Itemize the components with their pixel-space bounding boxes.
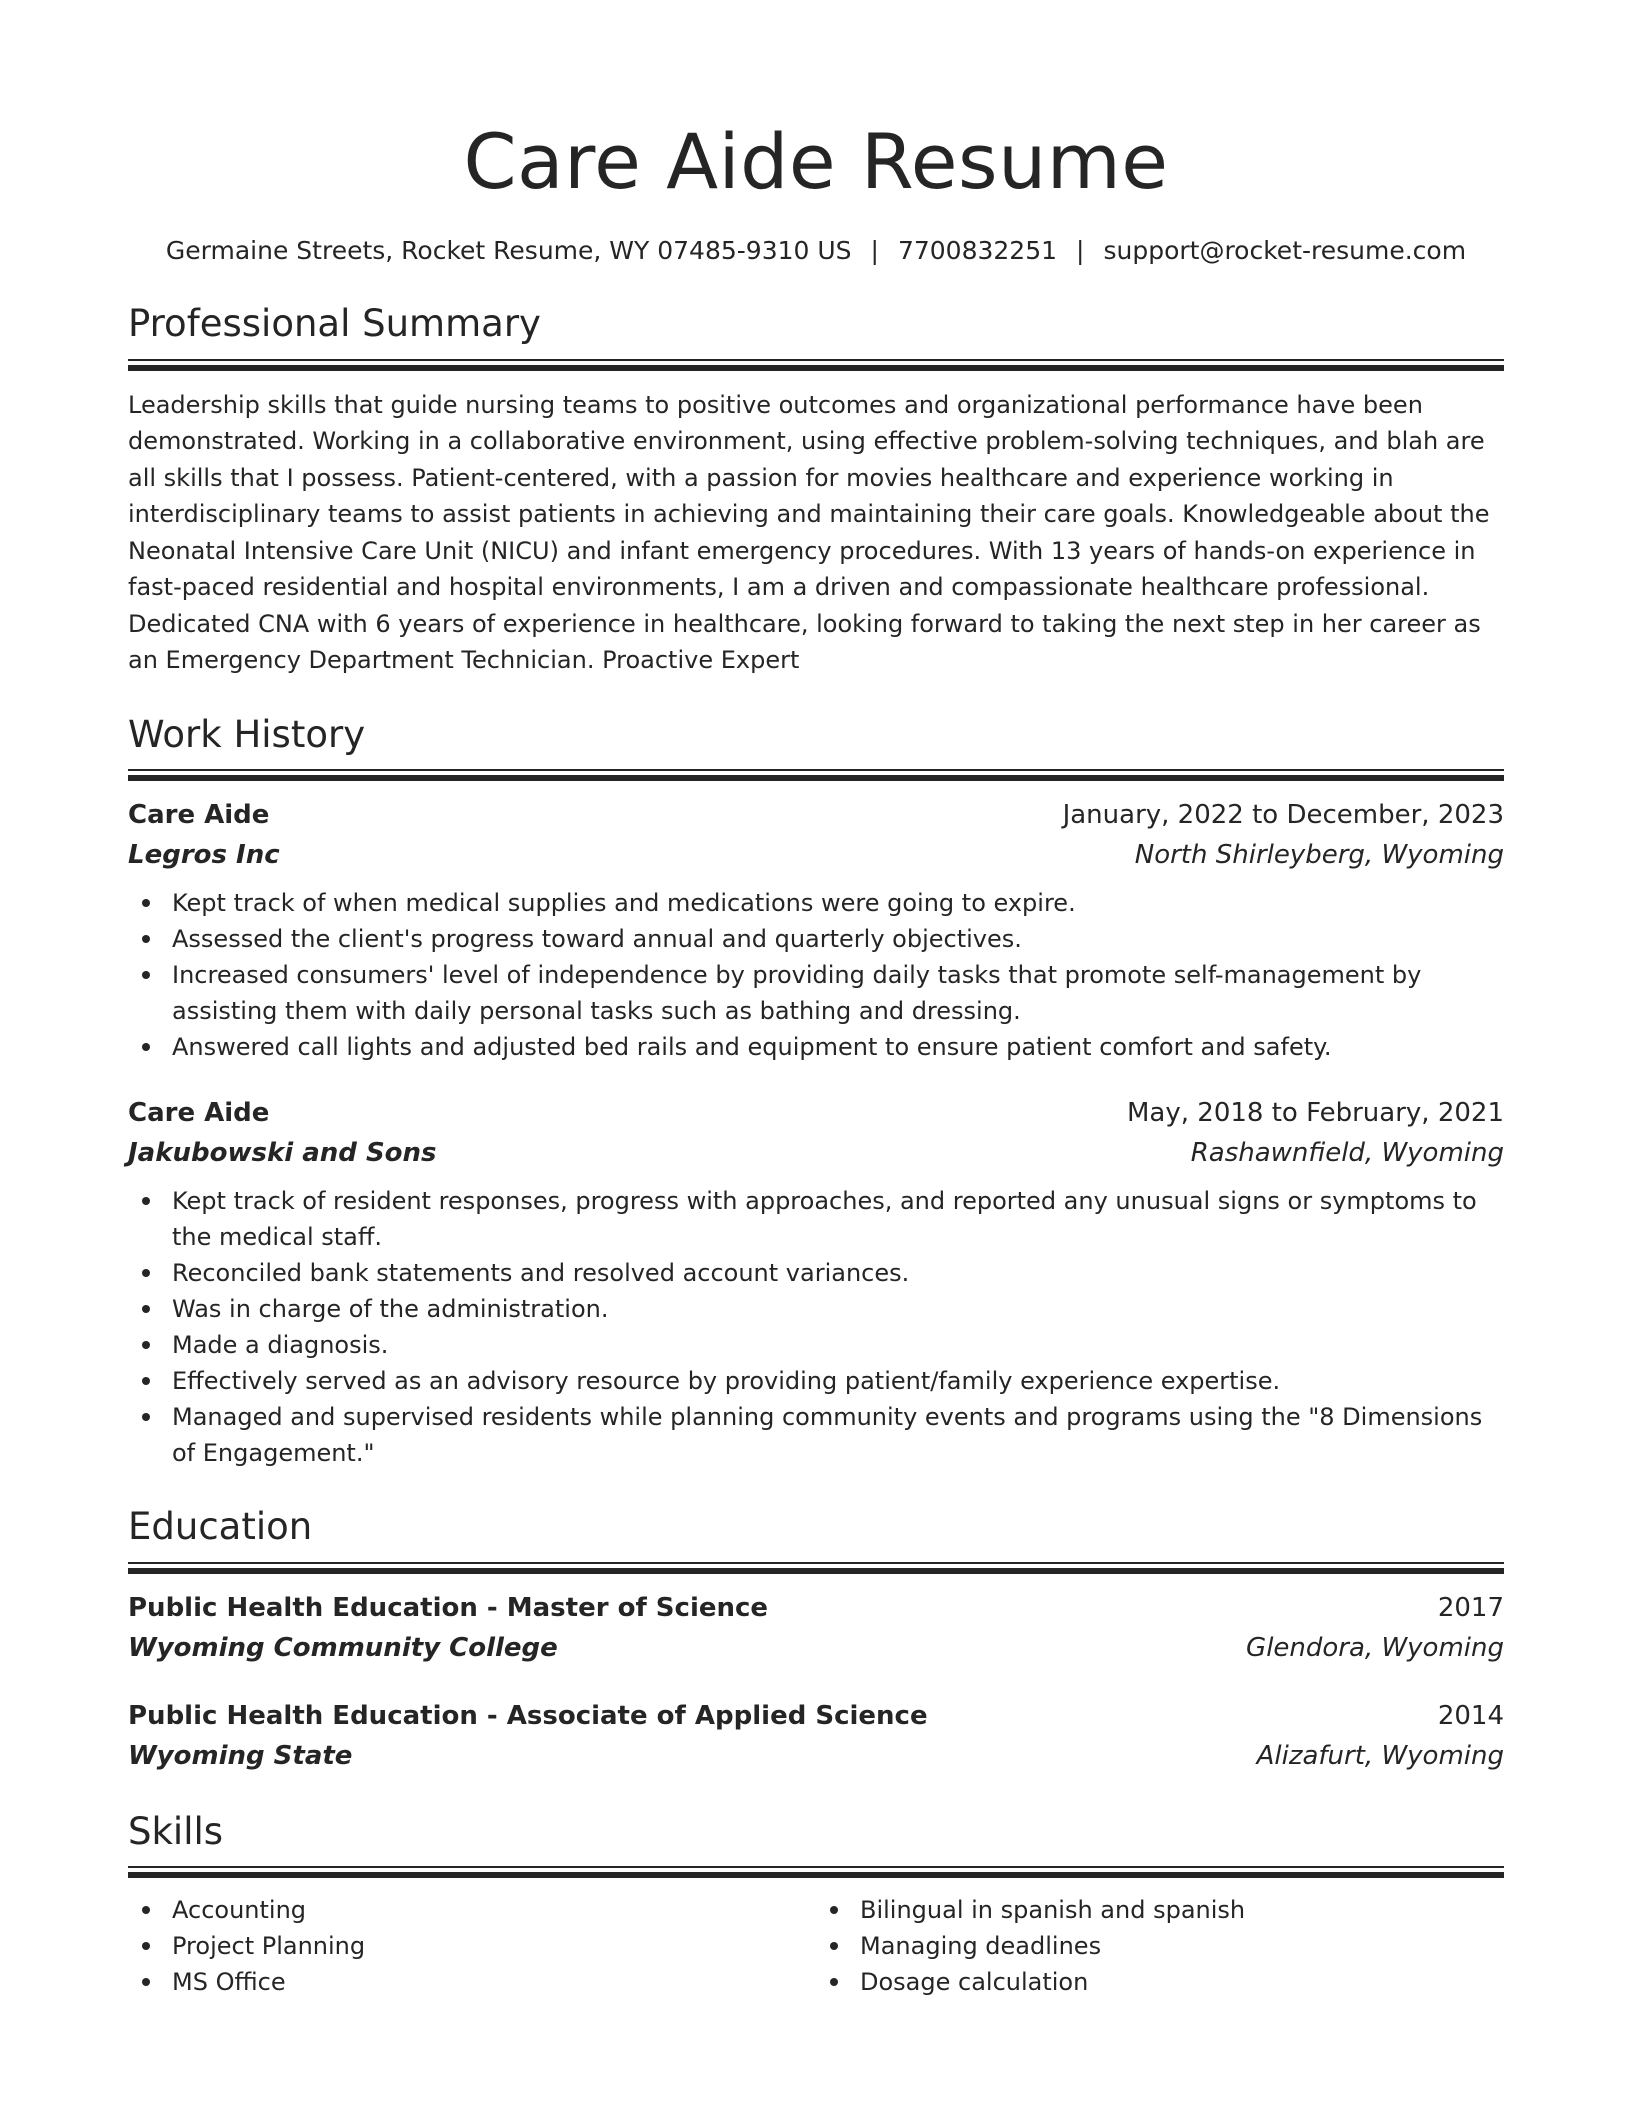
skill-item	[128, 1964, 816, 2000]
bullet-icon	[830, 1906, 838, 1914]
list-item	[128, 885, 1504, 921]
list-item	[128, 957, 1504, 1029]
education-entry	[128, 1588, 1504, 1668]
work-history-section	[128, 713, 1504, 1471]
bullet-text: Was in charge of the administration.	[172, 1295, 609, 1324]
skill-item	[816, 1928, 1504, 1964]
section-heading-education: Education	[128, 1505, 313, 1549]
resume-title: Care Aide Resume	[463, 117, 1169, 206]
contact-phone: 7700832251	[897, 236, 1058, 266]
bullet-icon	[142, 935, 150, 943]
bullet-text: Managed and supervised residents while planning community events and programs using the "8 Dimensions of Engagement."	[172, 1403, 1483, 1468]
section-divider	[128, 769, 1504, 781]
skills-section	[128, 1810, 1504, 2000]
bullet-icon	[142, 1413, 150, 1421]
school-location: Alizafurt, Wyoming	[1256, 1740, 1504, 1771]
list-item	[128, 1029, 1504, 1065]
skill-text: Dosage calculation	[860, 1967, 1089, 1996]
school-location: Glendora, Wyoming	[1246, 1632, 1504, 1663]
skills-list	[816, 1892, 1504, 2000]
bullet-text: Kept track of when medical supplies and medications were going to expire.	[172, 889, 1076, 918]
bullet-icon	[142, 1197, 150, 1205]
degree-title: Public Health Education - Master of Science	[128, 1592, 769, 1623]
skill-text: Bilingual in spanish and spanish	[860, 1895, 1246, 1924]
list-item	[128, 1327, 1504, 1363]
job-entry	[128, 1093, 1504, 1471]
contact-line	[128, 233, 1504, 268]
job-title: Care Aide	[128, 800, 270, 831]
skill-text: Managing deadlines	[860, 1931, 1102, 1960]
graduation-year: 2017	[1437, 1592, 1504, 1623]
bullet-text: Assessed the client's progress toward annual and quarterly objectives.	[172, 925, 1022, 954]
job-location: Rashawnfield, Wyoming	[1190, 1138, 1504, 1169]
job-dates: May, 2018 to February, 2021	[1127, 1098, 1504, 1129]
skill-text: Accounting	[172, 1895, 307, 1924]
skills-grid	[128, 1892, 1504, 2000]
list-item	[128, 921, 1504, 957]
graduation-year: 2014	[1437, 1700, 1504, 1731]
bullet-icon	[830, 1978, 838, 1986]
contact-separator: |	[870, 236, 879, 266]
bullet-icon	[142, 1341, 150, 1349]
job-bullets	[128, 1183, 1504, 1471]
bullet-icon	[142, 1978, 150, 1986]
bullet-icon	[142, 899, 150, 907]
bullet-text: Answered call lights and adjusted bed rails and equipment to ensure patient comfort and safety.	[172, 1033, 1332, 1062]
section-divider	[128, 1866, 1504, 1878]
bullet-icon	[142, 1305, 150, 1313]
job-company: Jakubowski and Sons	[128, 1138, 437, 1169]
bullet-icon	[142, 1942, 150, 1950]
skill-item	[816, 1892, 1504, 1928]
section-divider	[128, 359, 1504, 371]
skill-item	[128, 1928, 816, 1964]
skill-text: Project Planning	[172, 1931, 366, 1960]
bullet-icon	[830, 1942, 838, 1950]
bullet-icon	[142, 1906, 150, 1914]
skill-item	[816, 1964, 1504, 2000]
job-title: Care Aide	[128, 1098, 270, 1129]
list-item	[128, 1255, 1504, 1291]
section-heading-summary: Professional Summary	[128, 302, 541, 346]
contact-separator: |	[1076, 236, 1085, 266]
list-item	[128, 1291, 1504, 1327]
skills-column-left	[128, 1892, 816, 2000]
skills-column-right	[816, 1892, 1504, 2000]
list-item	[128, 1183, 1504, 1255]
skills-list	[128, 1892, 816, 2000]
bullet-text: Reconciled bank statements and resolved account variances.	[172, 1259, 910, 1288]
bullet-text: Increased consumers' level of independence by providing daily tasks that promote self-management by assisting them with daily personal tasks such as bathing and dressing.	[172, 961, 1422, 1026]
bullet-icon	[142, 971, 150, 979]
job-company: Legros Inc	[128, 840, 280, 871]
bullet-icon	[142, 1377, 150, 1385]
bullet-icon	[142, 1043, 150, 1051]
contact-email: support@rocket-resume.com	[1103, 236, 1467, 266]
contact-address: Germaine Streets, Rocket Resume, WY 07485-9310 US	[165, 236, 852, 266]
degree-title: Public Health Education - Associate of Applied Science	[128, 1700, 928, 1731]
summary-text: Leadership skills that guide nursing teams to positive outcomes and organizational performance have been demonstrated. Working in a collaborative environment, using effective problem-solving techniques, and blah are all skills that I possess. Patient-centered, with a passion for movies healthcare and experience working in interdisciplinary teams to assist patients in achieving and maintaining their care goals. Knowledgeable about the Neonatal Intensive Care Unit (NICU) and infant emergency procedures. With 13 years of hands-on experience in fast-paced residential and hospital environments, I am a driven and compassionate healthcare professional. Dedicated CNA with 6 years of experience in healthcare, looking forward to taking the next step in her career as an Emergency Department Technician. Proactive Expert	[128, 390, 1490, 675]
list-item	[128, 1363, 1504, 1399]
education-section	[128, 1505, 1504, 1775]
education-entry	[128, 1696, 1504, 1776]
school-name: Wyoming State	[128, 1740, 353, 1771]
section-heading-work-history: Work History	[128, 712, 366, 756]
skill-item	[128, 1892, 816, 1928]
school-name: Wyoming Community College	[128, 1632, 558, 1663]
bullet-text: Kept track of resident responses, progress with approaches, and reported any unusual signs or symptoms to the medical staff.	[172, 1187, 1477, 1252]
job-location: North Shirleyberg, Wyoming	[1134, 840, 1504, 871]
section-divider	[128, 1562, 1504, 1574]
bullet-text: Made a diagnosis.	[172, 1331, 389, 1360]
skill-text: MS Office	[172, 1967, 286, 1996]
bullet-text: Effectively served as an advisory resource by providing patient/family experience expertise.	[172, 1367, 1281, 1396]
list-item	[128, 1399, 1504, 1471]
job-bullets	[128, 885, 1504, 1065]
summary-section	[128, 302, 1504, 678]
job-entry	[128, 795, 1504, 1065]
section-heading-skills: Skills	[128, 1809, 224, 1853]
bullet-icon	[142, 1269, 150, 1277]
job-dates: January, 2022 to December, 2023	[1062, 800, 1504, 831]
